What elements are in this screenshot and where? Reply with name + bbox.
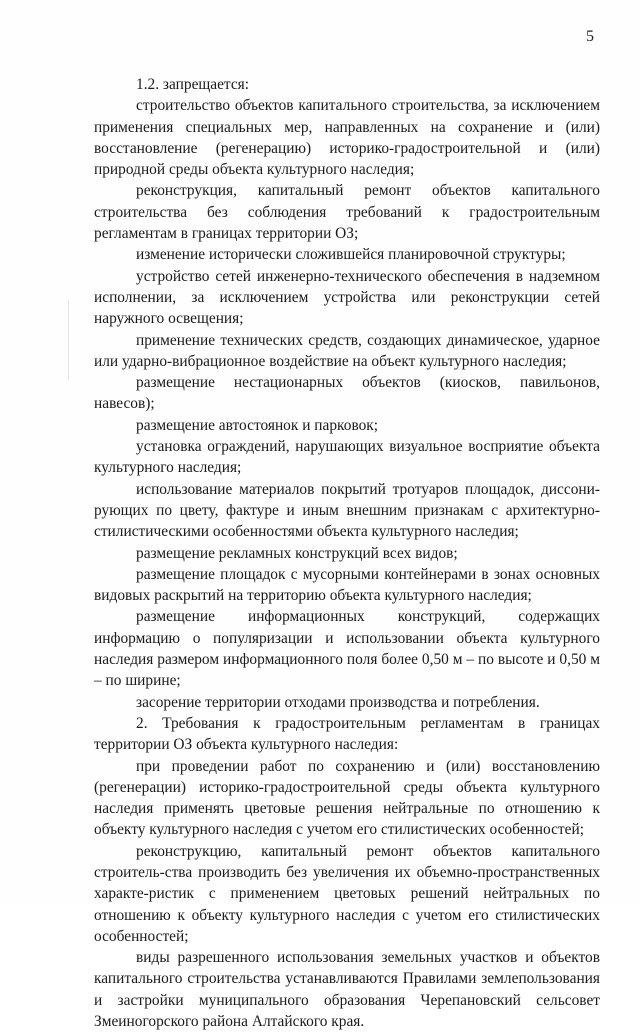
paragraph-construction-ban: строительство объектов капитального строительства, за исключением применения специальных мер, направленных на сохранение и (или) восстановление (регенерацию) историко-градостроительной и (или) природной среды объекта культурного наследия; (94, 97, 600, 179)
paragraph-reconstruction-rules: реконструкцию, капитальный ремонт объектов капитального строитель-ства производить без увеличения их объемно-пространственных характе-ристик с применением цветовых решений нейтральных по отношению к объекту культурного наследия с учетом его стилистических особенностей; (94, 842, 600, 945)
paragraph-temporary-objects: размещение нестационарных объектов (киосков, павильонов, навесов); (94, 374, 600, 413)
paragraph-land-use: виды разрешенного использования земельных участков и объектов капитального строительства устанавливаются Правилами землепользования и застройки муниципального образования Черепановский сельсовет Змеиногорского района Алтайского края. (94, 949, 600, 1031)
paragraph-waste-containers: размещение площадок с мусорными контейнерами в зонах основных видовых раскрытий на территорию объекта культурного наследия; (94, 565, 600, 605)
paragraph-parking: размещение автостоянок и парковок; (136, 416, 379, 434)
scan-margin-line (68, 300, 69, 380)
paragraph-littering: засорение территории отходами производства и потребления. (136, 693, 540, 711)
page-number: 5 (586, 28, 594, 45)
paragraph-color-solutions: при проведении работ по сохранению и (или) восстановлению (регенерации) историко-градостроительной среды объекта культурного наследия применять цветовые решения нейтральные по отношению к объекту культурного наследия с учетом его стилистических особенностей; (94, 757, 600, 839)
paragraph-technical-means: применение технических средств, создающих динамическое, ударное или ударно-вибрационное воздействие на объект культурного наследия; (94, 331, 600, 370)
paragraph-info-structures: размещение информационных конструкций, содержащих информацию о популяризации и использовании объекта культурного наследия размером информационного поля более 0,50 м – по высоте и 0,50 м – по ширине; (94, 608, 600, 690)
paragraph-advertising: размещение рекламных конструкций всех видов; (136, 544, 458, 562)
paragraph-pavement-materials: использование материалов покрытий тротуаров площадок, диссони-рующих по цвету, фактуре и иным внешним признакам с архитектурно-стилистическими особенностями объекта культурного наследия; (94, 480, 600, 541)
paragraph-reconstruction-ban: реконструкция, капитальный ремонт объектов капитального строительства без соблюдения требований к градостроительным регламентам в границах территории ОЗ; (94, 182, 600, 243)
document-body (94, 74, 600, 1032)
paragraph-fences: установка ограждений, нарушающих визуальное восприятие объекта культурного наследия; (94, 438, 600, 477)
paragraph-2-heading: 2. Требования к градостроительным регламентам в границах территории ОЗ объекта культурного наследия: (94, 714, 600, 754)
paragraph-1-2-heading: 1.2. запрещается: (136, 76, 250, 93)
paragraph-planning-structure: изменение исторически сложившейся планировочной структуры; (136, 246, 566, 264)
paragraph-engineering-networks: устройство сетей инженерно-технического обеспечения в надземном исполнении, за исключением устройства или реконструкции сетей наружного освещения; (94, 267, 600, 328)
